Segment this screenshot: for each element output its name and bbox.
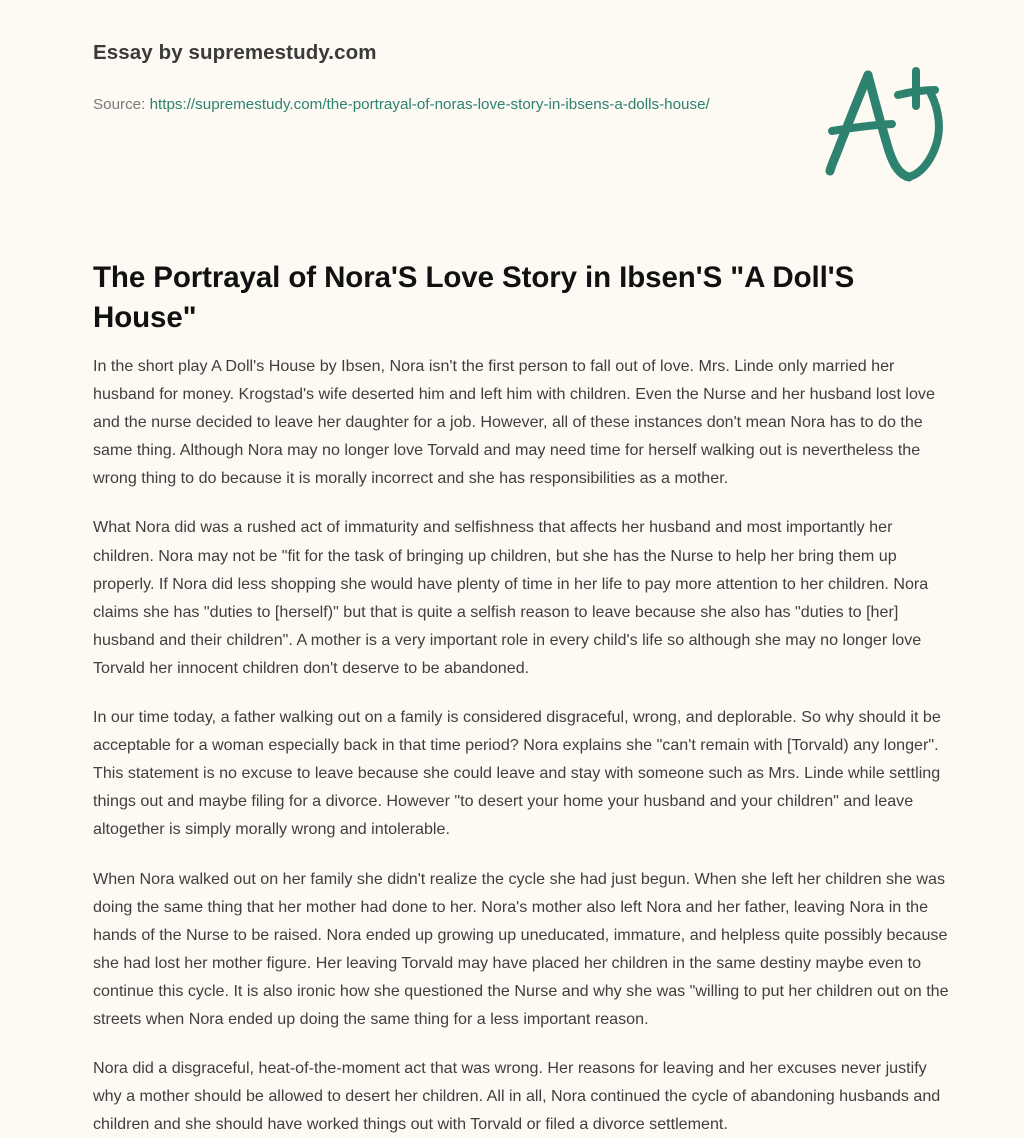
- paragraph: When Nora walked out on her family she didn't realize the cycle she had just begun. When she left her children she was doing the same thing that her mother had done to her. Nora's mother also left Nora and her father, leaving Nora in the hands of the Nurse to be raised. Nora ended up growing up uneducated, immature, and helpless quite possibly because she had lost her mother figure. Her leaving Torvald may have placed her children in the same destiny maybe even to continue this cycle. It is also ironic how she questioned the Nurse and why she was "willing to put her children out on the streets when Nora ended up doing the same thing for a less important reason.: [93, 869, 949, 1028]
- paragraph: In our time today, a father walking out on a family is considered disgraceful, wrong, and deplorable. So why should it be acceptable for a woman especially back in that time period? Nora explains she "can't remain with [Torvald) any longer". This statement is no excuse to leave because she could leave and stay with someone such as Mrs. Linde while settling things out and maybe filing for a divorce. However "to desert your home your husband and your children" and leave altogether is simply morally wrong and intolerable.: [93, 708, 941, 839]
- source-url-link[interactable]: https://supremestudy.com/the-portrayal-of-noras-love-story-in-ibsens-a-dolls-house/: [149, 96, 710, 113]
- page-title: The Portrayal of Nora'S Love Story in Ibsen'S "A Doll'S House": [93, 261, 855, 334]
- paragraph: In the short play A Doll's House by Ibsen, Nora isn't the first person to fall out of love. Mrs. Linde only married her husband for money. Krogstad's wife deserted him and left him with children. Even the Nurse and her husband lost love and the nurse decided to leave her daughter for a job. However, all of these instances don't mean Nora has to do the same thing. Although Nora may no longer love Torvald and may need time for herself walking out is nevertheless the wrong thing to do because it is morally incorrect and she has responsibilities as a mother.: [93, 357, 935, 488]
- a-plus-logo-icon: [806, 58, 956, 188]
- source-line: [93, 92, 753, 117]
- article-body: [93, 352, 955, 1138]
- source-label: Source:: [93, 96, 150, 113]
- document-header: [93, 40, 793, 117]
- essay-byline: Essay by supremestudy.com: [93, 41, 377, 64]
- paragraph: What Nora did was a rushed act of immaturity and selfishness that affects her husband and most importantly her children. Nora may not be "fit for the task of bringing up children, but she has the Nurse to help her bring them up properly. If Nora did less shopping she would have plenty of time in her life to pay more attention to her children. Nora claims she has "duties to [herself)" but that is quite a selfish reason to leave because she also has "duties to [her] husband and their children". A mother is a very important role in every child's life so although she may no longer love Torvald her innocent children don't deserve to be abandoned.: [93, 518, 929, 677]
- paragraph: Nora did a disgraceful, heat-of-the-moment act that was wrong. Her reasons for leaving and her excuses never justify why a mother should be allowed to desert her children. All in all, Nora continued the cycle of abandoning husbands and children and she should have worked things out with Torvald or filed a divorce settlement.: [93, 1059, 941, 1134]
